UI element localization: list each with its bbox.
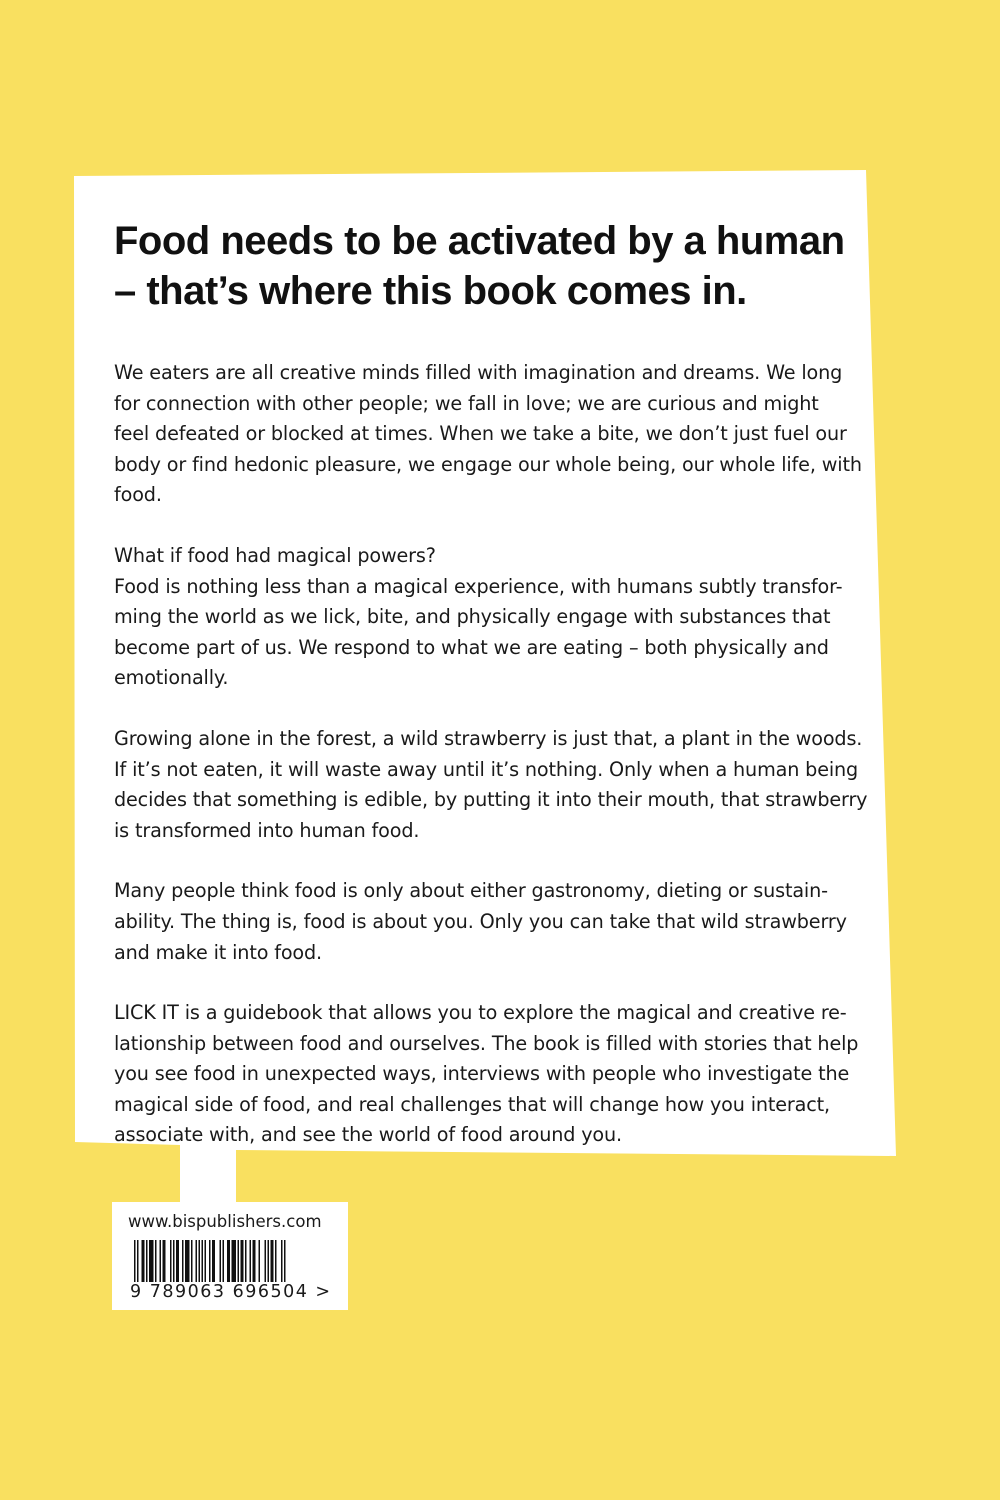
headline <box>114 216 854 316</box>
strawberry-paragraph <box>114 724 868 846</box>
isbn-number: 9 789063 696504 > <box>130 1282 332 1302</box>
text-line: and make it into food. <box>114 940 322 964</box>
text-line: lationship between food and ourselves. The book is filled with stories that help <box>114 1031 859 1055</box>
book-title: LICK IT <box>114 1001 179 1025</box>
text-line: food. <box>114 483 162 507</box>
text-line: you see food in unexpected ways, interviews with people who investigate the <box>114 1062 850 1086</box>
text-line: for connection with other people; we fall in love; we are curious and might <box>114 391 819 415</box>
text-line: is transformed into human food. <box>114 818 420 842</box>
text-line: body or find hedonic pleasure, we engage our whole being, our whole life, with <box>114 452 862 476</box>
text-line: ming the world as we lick, bite, and physically engage with substances that <box>114 605 831 629</box>
text-line: If it’s not eaten, it will waste away until it’s nothing. Only when a human being <box>114 757 859 781</box>
text-line: ability. The thing is, food is about you. Only you can take that wild strawberry <box>114 909 847 933</box>
text-line: become part of us. We respond to what we are eating – both physically and <box>114 635 829 659</box>
text-line: We eaters are all creative minds filled with imagination and dreams. We long <box>114 361 843 384</box>
headline-line-1: Food needs to be activated by a human <box>114 219 845 263</box>
back-cover-text <box>114 216 868 1181</box>
text-line: magical side of food, and real challenges that will change how you interact, <box>114 1092 830 1116</box>
barcode-box <box>112 1202 348 1310</box>
publisher-url: www.bispublishers.com <box>128 1212 322 1231</box>
headline-line-2: – that’s where this book comes in. <box>114 269 747 313</box>
intro-paragraph <box>114 358 862 511</box>
magic-subheading: What if food had magical powers? <box>114 543 436 567</box>
text-line: Food is nothing less than a magical experience, with humans subtly transfor- <box>114 574 843 598</box>
text-line: Many people think food is only about either gastronomy, dieting or sustain- <box>114 879 828 903</box>
magic-paragraph <box>114 541 854 694</box>
lick-it-paragraph <box>114 998 859 1151</box>
text-fragment: is a guidebook that allows you to explore the magical and creative re- <box>178 1001 847 1025</box>
about-you-paragraph <box>114 876 854 968</box>
text-line: Growing alone in the forest, a wild strawberry is just that, a plant in the woods. <box>114 726 863 750</box>
text-line: emotionally. <box>114 666 229 690</box>
text-line: feel defeated or blocked at times. When we take a bite, we don’t just fuel our <box>114 422 847 446</box>
text-line: decides that something is edible, by putting it into their mouth, that strawberry <box>114 788 868 812</box>
text-line <box>114 998 854 1029</box>
text-line: associate with, and see the world of food around you. <box>114 1123 622 1147</box>
